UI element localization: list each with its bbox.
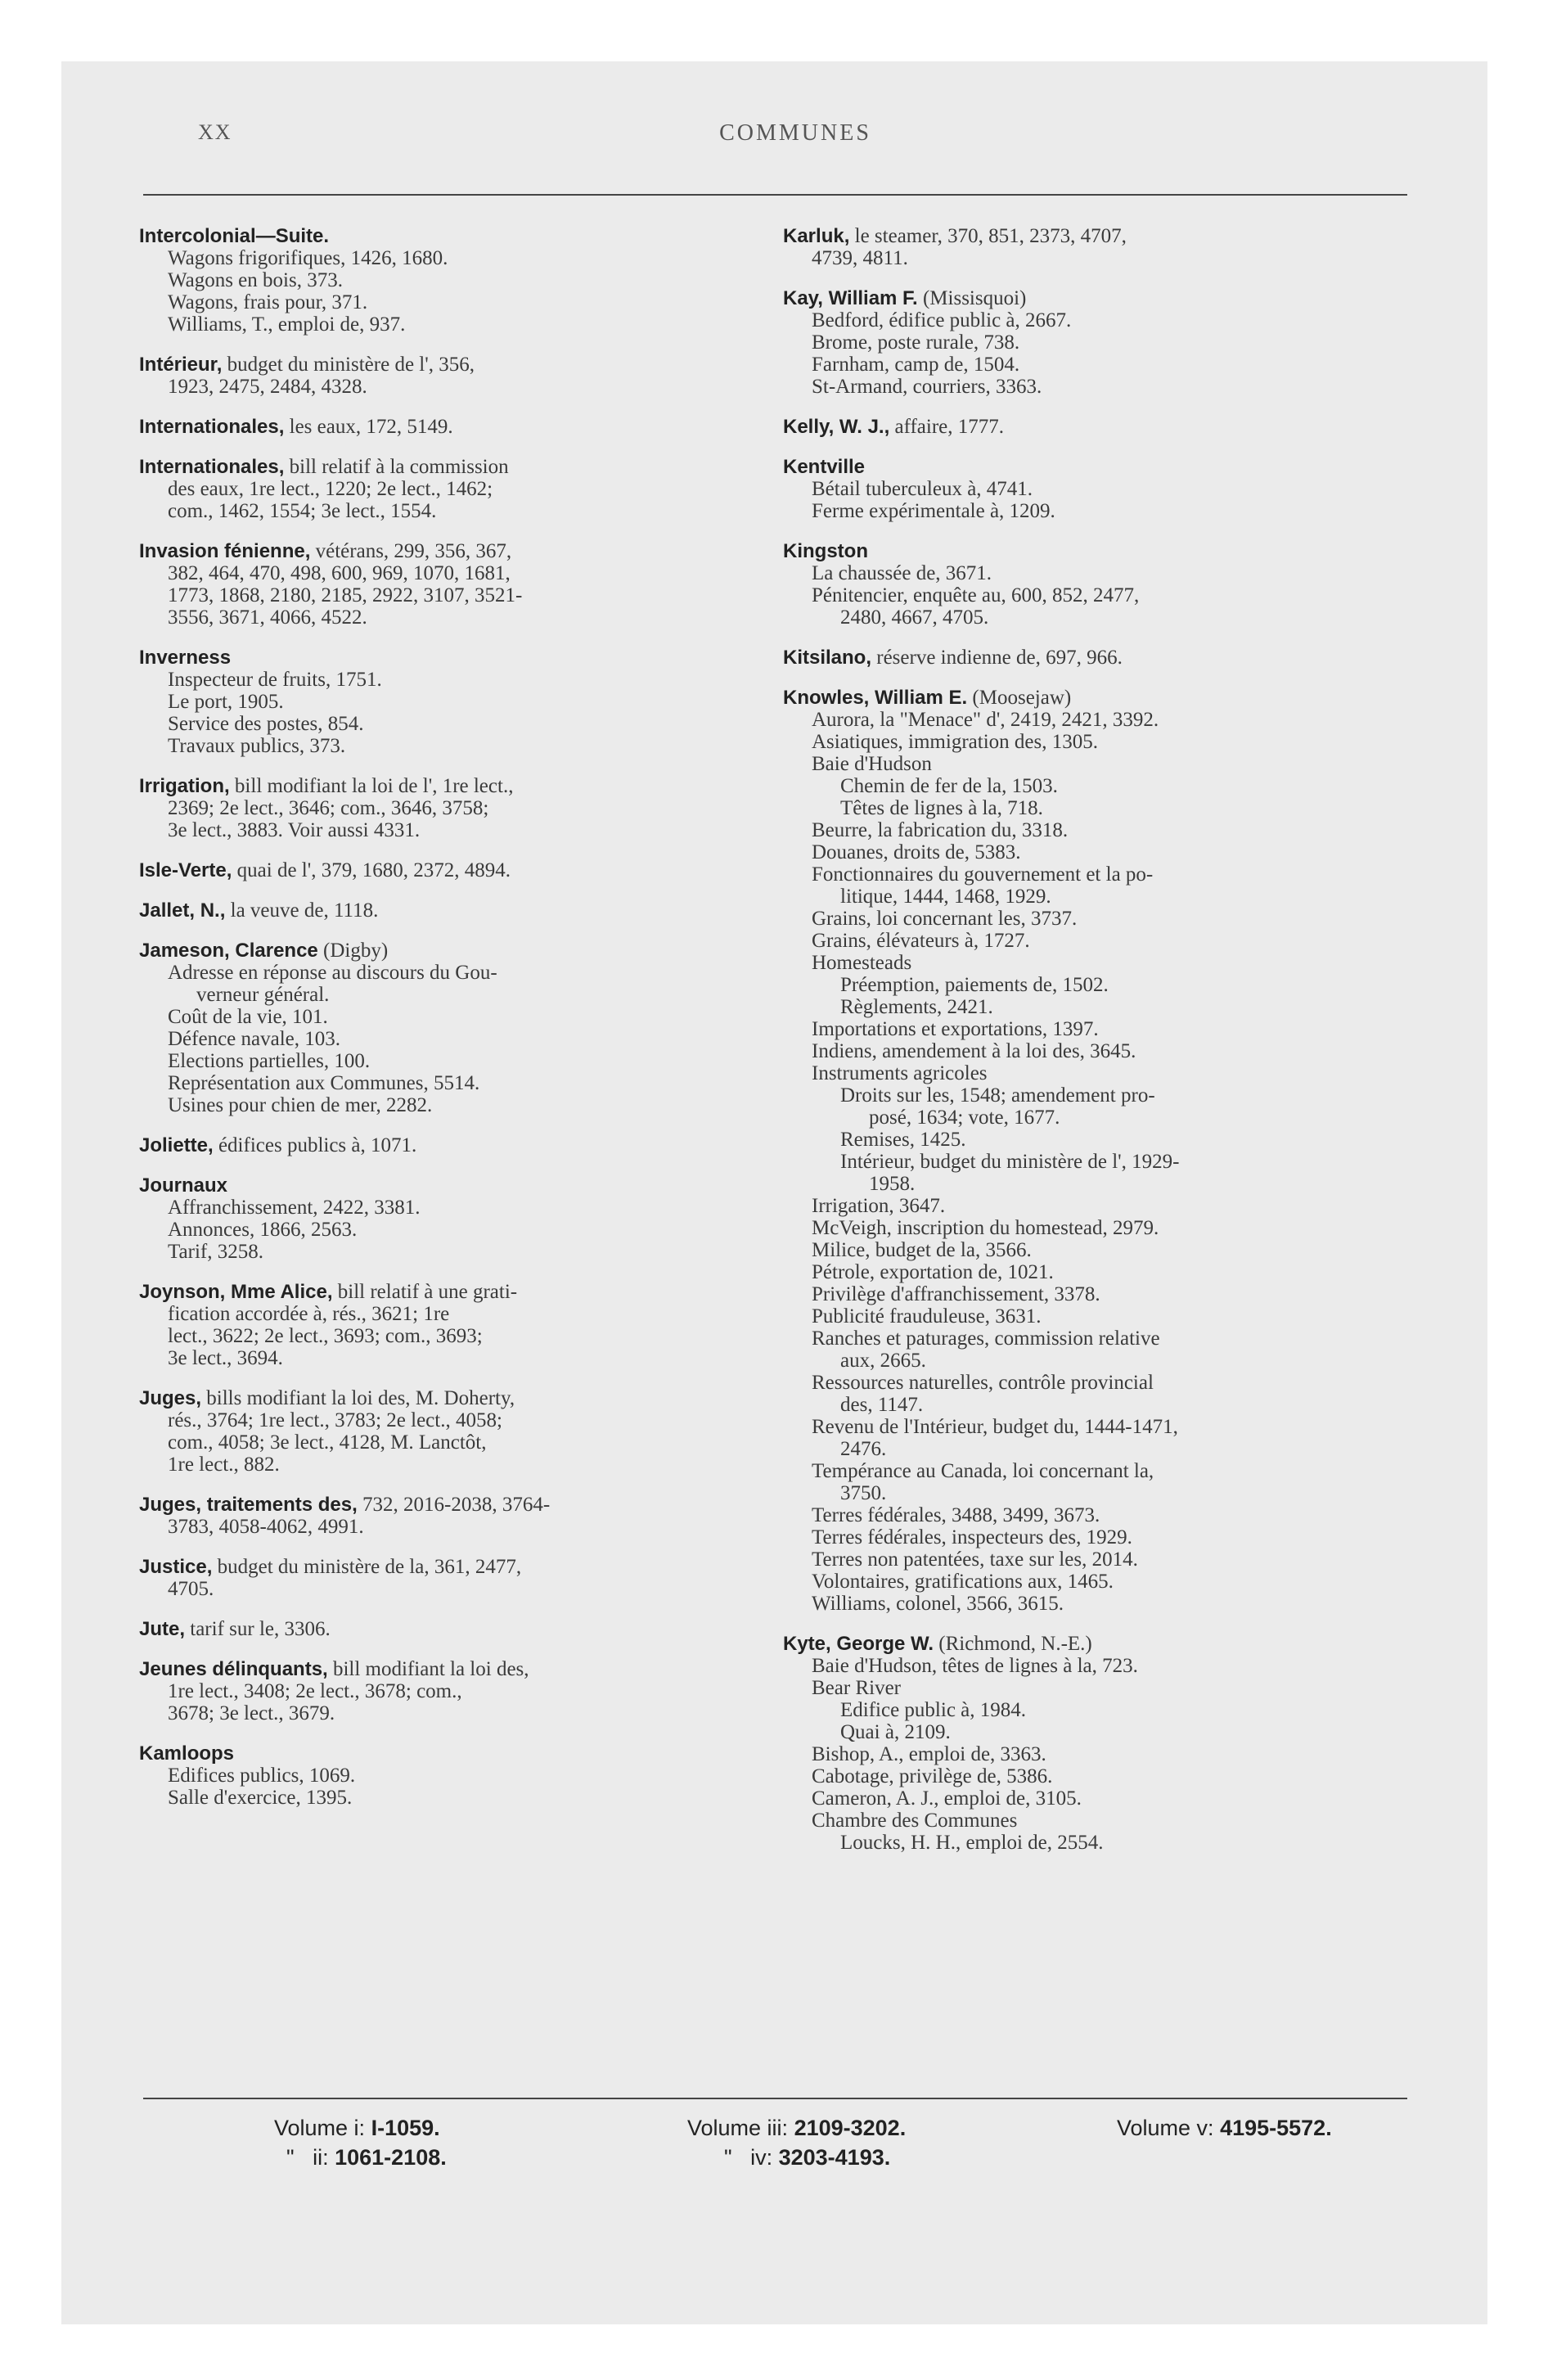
entry-subitem: Inspecteur de fruits, 1751. [168,669,382,691]
entry-subitem: Chambre des Communes [812,1810,1018,1832]
entry-heading: Juges, traitements des, [139,1494,358,1516]
entry-subitem: Bear River [812,1677,901,1699]
entry-subitem: Edifice public à, 1984. [840,1699,1027,1721]
entry-text: budget du ministère de l', 356, [227,354,475,376]
entry-heading: Joliette, [139,1134,214,1156]
entry-first-line [139,540,785,562]
entry-subitem: Privilège d'affranchissement, 3378. [812,1283,1100,1305]
entry-subitem: Importations et exportations, 1397. [812,1018,1099,1040]
entry-subitem: 2476. [840,1438,887,1460]
entry-text: les eaux, 172, 5149. [289,416,453,438]
page-folio: XX [198,120,232,144]
entry-continuation: des eaux, 1re lect., 1220; 2e lect., 1462; [168,478,493,500]
volume-ii [286,2145,447,2170]
volume-v-range: 4195-5572. [1220,2116,1332,2140]
index-entry [139,1174,785,1263]
entry-subitem: Droits sur les, 1548; amendement pro- [840,1084,1155,1107]
index-entry [139,775,785,841]
volume-iv-range: 3203-4193. [778,2145,891,2170]
entry-heading: Jallet, N., [139,899,226,922]
entry-subitem: Asiatiques, immigration des, 1305. [812,731,1098,753]
index-entry [139,1618,785,1640]
running-head [137,120,1454,153]
entry-first-line [783,416,1462,438]
entry-continuation: rés., 3764; 1re lect., 3783; 2e lect., 4058; [168,1409,502,1431]
entry-subitem: Beurre, la fabrication du, 3318. [812,819,1069,841]
entry-text: tarif sur le, 3306. [190,1618,331,1640]
entry-subitem: Terres fédérales, 3488, 3499, 3673. [812,1504,1100,1526]
entry-subitem: aux, 2665. [840,1350,926,1372]
entry-subitem: 1958. [869,1173,916,1195]
entry-first-line [139,1281,785,1303]
entry-text: quai de l', 379, 1680, 2372, 4894. [236,859,511,881]
entry-subitem: Préemption, paiements de, 1502. [840,974,1109,996]
entry-subitem: Brome, poste rurale, 738. [812,331,1020,354]
index-entry [139,1281,785,1369]
entry-subitem: Têtes de lignes à la, 718. [840,797,1043,819]
entry-continuation: 1re lect., 3408; 2e lect., 3678; com., [168,1680,462,1702]
index-entry [139,647,785,757]
entry-subitem: verneur général. [196,984,330,1006]
entry-subitem: Williams, T., emploi de, 937. [168,313,406,336]
entry-heading: Intérieur, [139,354,223,376]
entry-subitem: Aurora, la "Menace" d', 2419, 2421, 3392. [812,709,1159,731]
entry-text: budget du ministère de la, 361, 2477, [217,1556,522,1578]
entry-subitem: McVeigh, inscription du homestead, 2979. [812,1217,1159,1239]
entry-subitem: Cabotage, privilège de, 5386. [812,1765,1053,1787]
entry-subitem: Affranchissement, 2422, 3381. [168,1197,421,1219]
entry-subitem: Ressources naturelles, contrôle provincial [812,1372,1154,1394]
entry-subitem: Tempérance au Canada, loi concernant la, [812,1460,1154,1482]
index-entry [139,354,785,398]
right-column [783,225,1462,1872]
volume-i-label: Volume i: [274,2116,366,2140]
entry-first-line [139,775,785,797]
entry-first-line [139,1387,785,1409]
entry-continuation: 1re lect., 882. [168,1454,280,1476]
page-sheet [61,61,1487,2324]
index-entry [783,1633,1462,1854]
entry-text: 732, 2016-2038, 3764- [362,1494,551,1516]
entry-subitem: Coût de la vie, 101. [168,1006,328,1028]
entry-subitem: Pétrole, exportation de, 1021. [812,1261,1054,1283]
left-column [139,225,785,1827]
entry-subitem: Service des postes, 854. [168,713,364,735]
index-entry [139,1658,785,1724]
volume-v [1117,2116,1332,2141]
index-entry [139,456,785,522]
entry-text: bill modifiant la loi des, [332,1658,529,1680]
entry-first-line [139,416,785,438]
entry-text: la veuve de, 1118. [230,899,379,922]
entry-subitem: Fonctionnaires du gouvernement et la po- [812,863,1154,886]
entry-subitem: Travaux publics, 373. [168,735,346,757]
entry-continuation: com., 4058; 3e lect., 4128, M. Lanctôt, [168,1431,487,1454]
entry-heading: Jute, [139,1618,186,1640]
entry-heading: Isle-Verte, [139,859,232,881]
entry-subitem: Cameron, A. J., emploi de, 3105. [812,1787,1082,1810]
entry-subitem: Quai à, 2109. [840,1721,951,1743]
entry-text: édifices publics à, 1071. [218,1134,417,1156]
entry-continuation: 3e lect., 3694. [168,1347,283,1369]
entry-subitem: Terres non patentées, taxe sur les, 2014. [812,1548,1138,1571]
entry-subitem: des, 1147. [840,1394,924,1416]
entry-continuation: 4705. [168,1578,214,1600]
entry-subitem: Salle d'exercice, 1395. [168,1787,353,1809]
index-entry [139,416,785,438]
entry-subitem: St-Armand, courriers, 3363. [812,376,1042,398]
entry-heading: Inverness [139,647,232,669]
entry-text: bill relatif à la commission [289,456,509,478]
entry-heading: Knowles, William E. [783,687,968,709]
entry-subitem: Ferme expérimentale à, 1209. [812,500,1055,522]
entry-subitem: litique, 1444, 1468, 1929. [840,886,1051,908]
entry-first-line [139,1174,785,1197]
entry-heading: Joynson, Mme Alice, [139,1281,333,1303]
entry-first-line [783,287,1462,309]
volume-iv [724,2145,890,2170]
entry-subitem: 3750. [840,1482,887,1504]
entry-subitem: Wagons frigorifiques, 1426, 1680. [168,247,448,269]
entry-subitem: Pénitencier, enquête au, 600, 852, 2477, [812,584,1140,606]
index-entry [783,225,1462,269]
entry-subitem: Règlements, 2421. [840,996,993,1018]
index-entry [139,1494,785,1538]
index-entry [783,647,1462,669]
entry-first-line [783,456,1462,478]
entry-subitem: Défence navale, 103. [168,1028,340,1050]
entry-heading: Justice, [139,1556,213,1578]
entry-heading: Internationales, [139,416,285,438]
entry-first-line [139,456,785,478]
entry-heading: Invasion fénienne, [139,540,311,562]
entry-first-line [783,687,1462,709]
entry-heading: Jeunes délinquants, [139,1658,328,1680]
entry-heading: Kyte, George W. [783,1633,934,1655]
entry-subitem: Baie d'Hudson [812,753,932,775]
entry-subitem: Grains, élévateurs à, 1727. [812,930,1030,952]
entry-heading: Kentville [783,456,866,478]
index-entry [139,859,785,881]
entry-continuation: com., 1462, 1554; 3e lect., 1554. [168,500,437,522]
entry-first-line [783,647,1462,669]
entry-subitem: Annonces, 1866, 2563. [168,1219,358,1241]
entry-first-line [139,647,785,669]
entry-first-line [139,1494,785,1516]
entry-continuation: 3678; 3e lect., 3679. [168,1702,335,1724]
entry-first-line [139,899,785,922]
index-entry [783,416,1462,438]
entry-subitem: Volontaires, gratifications aux, 1465. [812,1571,1114,1593]
entry-continuation: 2369; 2e lect., 3646; com., 3646, 3758; [168,797,489,819]
entry-heading: Kamloops [139,1742,235,1765]
entry-subitem: Instruments agricoles [812,1062,988,1084]
volume-iii-range: 2109-3202. [794,2116,907,2140]
entry-text: affaire, 1777. [894,416,1005,438]
entry-text: bill modifiant la loi de l', 1re lect., [234,775,514,797]
entry-text: (Moosejaw) [972,687,1072,709]
entry-continuation: 382, 464, 470, 498, 600, 969, 1070, 1681, [168,562,511,584]
entry-subitem: Homesteads [812,952,912,974]
entry-first-line [783,1633,1462,1655]
entry-subitem: Chemin de fer de la, 1503. [840,775,1058,797]
entry-first-line [139,1618,785,1640]
entry-subitem: Représentation aux Communes, 5514. [168,1072,480,1094]
entry-heading: Juges, [139,1387,202,1409]
top-rule [143,194,1407,196]
index-entry [139,899,785,922]
page-title: COMMUNES [719,120,871,146]
index-entry [139,940,785,1116]
entry-subitem: Wagons, frais pour, 371. [168,291,368,313]
volume-v-label: Volume v: [1117,2116,1214,2140]
entry-continuation: 3783, 4058-4062, 4991. [168,1516,364,1538]
index-entry [139,1134,785,1156]
bottom-rule [143,2098,1407,2099]
entry-first-line [139,1556,785,1578]
index-entry [783,287,1462,398]
entry-continuation: 1773, 1868, 2180, 2185, 2922, 3107, 3521- [168,584,523,606]
entry-subitem: Edifices publics, 1069. [168,1765,356,1787]
entry-subitem: La chaussée de, 3671. [812,562,992,584]
entry-continuation: lect., 3622; 2e lect., 3693; com., 3693; [168,1325,483,1347]
entry-subitem: Bedford, édifice public à, 2667. [812,309,1072,331]
entry-subitem: Irrigation, 3647. [812,1195,946,1217]
entry-subitem: Revenu de l'Intérieur, budget du, 1444-1471, [812,1416,1178,1438]
entry-subitem: Grains, loi concernant les, 3737. [812,908,1078,930]
entry-subitem: Wagons en bois, 373. [168,269,343,291]
entry-text: le steamer, 370, 851, 2373, 4707, [854,225,1127,247]
volume-iii [687,2116,906,2141]
entry-subitem: Bétail tuberculeux à, 4741. [812,478,1033,500]
entry-subitem: Indiens, amendement à la loi des, 3645. [812,1040,1136,1062]
entry-heading: Irrigation, [139,775,230,797]
entry-text: (Missisquoi) [922,287,1027,309]
entry-continuation: 3e lect., 3883. Voir aussi 4331. [168,819,421,841]
entry-heading: Kitsilano, [783,647,872,669]
entry-subitem: Williams, colonel, 3566, 3615. [812,1593,1064,1615]
entry-subitem: Baie d'Hudson, têtes de lignes à la, 723. [812,1655,1138,1677]
volume-i-range: I-1059. [371,2116,440,2140]
entry-subitem: Farnham, camp de, 1504. [812,354,1020,376]
entry-subitem: Elections partielles, 100. [168,1050,371,1072]
index-entry [783,687,1462,1615]
index-entry [783,540,1462,629]
entry-subitem: Tarif, 3258. [168,1241,263,1263]
entry-continuation: 3556, 3671, 4066, 4522. [168,606,367,629]
entry-first-line [139,1742,785,1765]
entry-subitem: Bishop, A., emploi de, 3363. [812,1743,1046,1765]
entry-heading: Intercolonial—Suite. [139,225,330,247]
index-entry [139,225,785,336]
entry-heading: Journaux [139,1174,228,1197]
entry-subitem: Publicité frauduleuse, 3631. [812,1305,1042,1327]
entry-heading: Jameson, Clarence [139,940,318,962]
entry-first-line [139,859,785,881]
entry-subitem: Ranches et paturages, commission relative [812,1327,1160,1350]
entry-text: vétérans, 299, 356, 367, [315,540,512,562]
entry-first-line [139,354,785,376]
entry-subitem: 2480, 4667, 4705. [840,606,989,629]
entry-subitem: Intérieur, budget du ministère de l', 1929- [840,1151,1180,1173]
volume-index-footer [143,2116,1420,2181]
index-entry [139,540,785,629]
entry-first-line [139,940,785,962]
volume-ii-range: 1061-2108. [335,2145,447,2170]
entry-text: réserve indienne de, 697, 966. [876,647,1123,669]
entry-heading: Kay, William F. [783,287,918,309]
index-entry [139,1742,785,1809]
index-entry [139,1387,785,1476]
entry-text: (Digby) [323,940,389,962]
entry-subitem: Le port, 1905. [168,691,284,713]
entry-subitem: Usines pour chien de mer, 2282. [168,1094,433,1116]
entry-first-line [139,1658,785,1680]
entry-subitem: posé, 1634; vote, 1677. [869,1107,1060,1129]
index-entry [139,1556,785,1600]
entry-continuation: 1923, 2475, 2484, 4328. [168,376,367,398]
entry-subitem: Milice, budget de la, 3566. [812,1239,1032,1261]
entry-first-line [783,225,1462,247]
entry-subitem: Douanes, droits de, 5383. [812,841,1021,863]
entry-subitem: Terres fédérales, inspecteurs des, 1929. [812,1526,1132,1548]
entry-first-line [139,225,785,247]
volume-iii-label: Volume iii: [687,2116,789,2140]
entry-subitem: Remises, 1425. [840,1129,966,1151]
entry-text: (Richmond, N.-E.) [938,1633,1092,1655]
index-entry [783,456,1462,522]
entry-text: bill relatif à une grati- [337,1281,518,1303]
volume-ii-label: " ii: [286,2145,329,2170]
entry-heading: Karluk, [783,225,850,247]
entry-first-line [783,540,1462,562]
entry-first-line [139,1134,785,1156]
entry-text: bills modifiant la loi des, M. Doherty, [206,1387,515,1409]
volume-i [274,2116,440,2141]
volume-iv-label: " iv: [724,2145,773,2170]
entry-heading: Kelly, W. J., [783,416,890,438]
entry-heading: Internationales, [139,456,285,478]
entry-continuation: 4739, 4811. [812,247,908,269]
entry-heading: Kingston [783,540,868,562]
entry-continuation: fication accordée à, rés., 3621; 1re [168,1303,450,1325]
entry-subitem: Adresse en réponse au discours du Gou- [168,962,497,984]
entry-subitem: Loucks, H. H., emploi de, 2554. [840,1832,1104,1854]
